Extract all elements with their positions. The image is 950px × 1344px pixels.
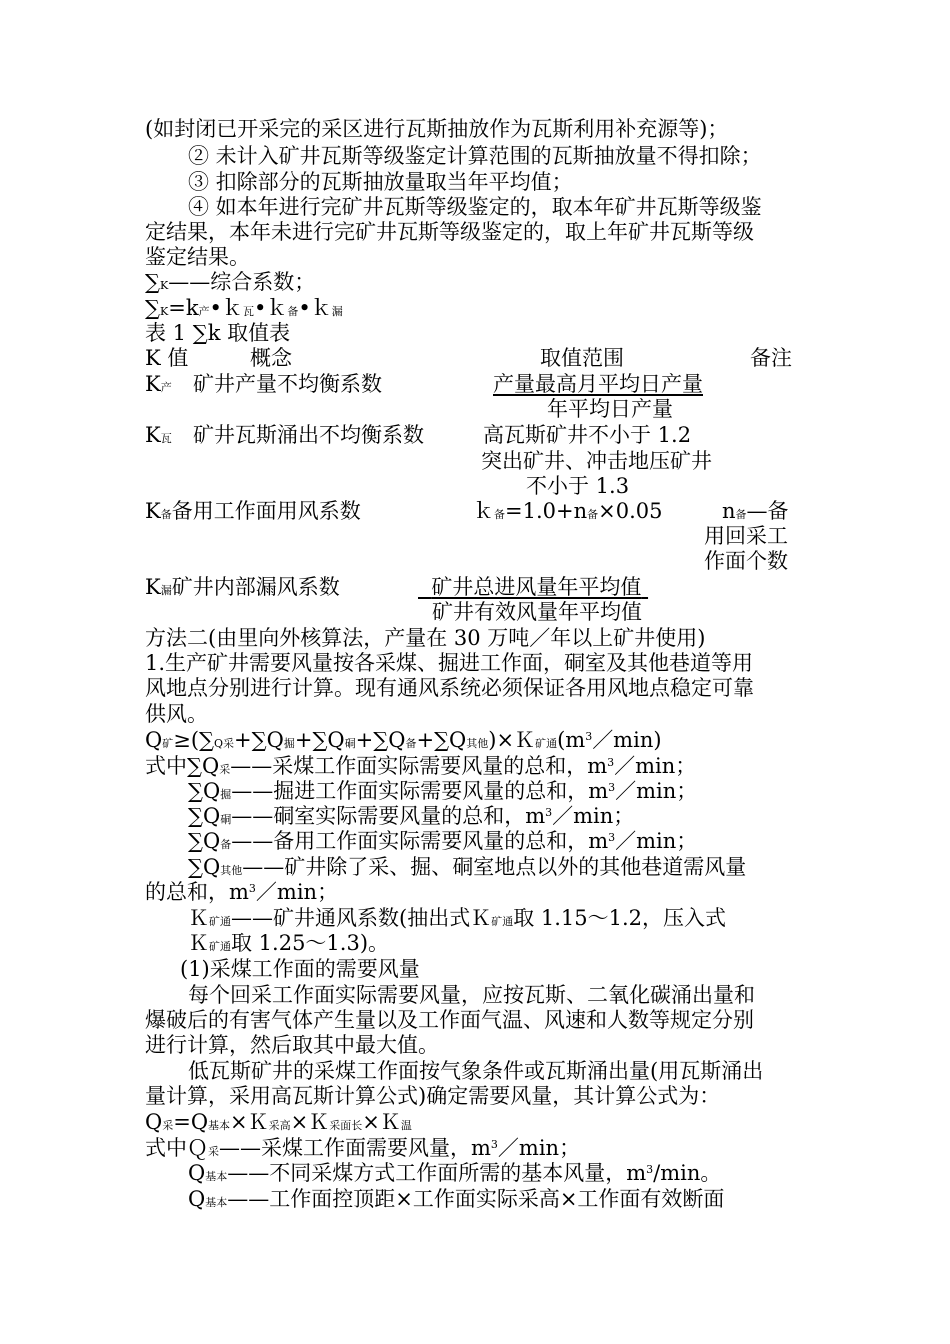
definition-line: 式中Ｑ采——采煤工作面需要风量，$m^3/\min$； [145, 1136, 581, 1160]
table-header-range: 取值范围 [540, 346, 624, 370]
table-row-range-numerator: 矿井总进风量年平均值 [431, 575, 642, 599]
definition-line: Ｋ矿通——矿井通风系数(抽出式Ｋ矿通取 1.15～1.2，压入式 [188, 906, 727, 930]
text-line: 供风。 [145, 702, 208, 726]
table-caption: 表 1 ∑k 取值表 [145, 321, 291, 345]
text-line: 进行计算，然后取其中最大值。 [145, 1033, 439, 1057]
table-row-range: 不小于 1.3 [526, 474, 630, 498]
definition-line: Q基本——不同采煤方式工作面所需的基本风量，$m^3/\min$。 [188, 1161, 722, 1185]
text-line: 1.生产矿井需要风量按各采煤、掘进工作面，硐室及其他巷道等用 [145, 651, 754, 675]
text-line: 量计算，采用高瓦斯计算公式)确定需要风量，其计算公式为： [145, 1084, 721, 1108]
table-row-concept: 矿井产量不均衡系数 [193, 372, 382, 396]
formula-q-face: Q采=Q基本×Ｋ采高×Ｋ采面长×Ｋ温 [145, 1110, 412, 1134]
definition-line: ∑Q备——备用工作面实际需要风量的总和，$m^3/\min$； [188, 829, 698, 853]
table-row-note: 作面个数 [704, 549, 788, 573]
table-row-concept: 矿井瓦斯涌出不均衡系数 [193, 423, 424, 447]
table-row-k: K产 [145, 372, 172, 396]
method-heading: 方法二(由里向外核算法，产量在 30 万吨／年以上矿井使用) [145, 626, 706, 650]
definition-line: ∑Q其他——矿井除了采、掘、硐室地点以外的其他巷道需风量 [188, 855, 747, 879]
table-header-note: 备注 [750, 346, 792, 370]
text-line: 定结果，本年未进行完矿井瓦斯等级鉴定的，取上年矿井瓦斯等级 [145, 220, 754, 244]
table-row-range: 高瓦斯矿井不小于 1.2 [483, 423, 692, 447]
text-line: ④ 如本年进行完矿井瓦斯等级鉴定的，取本年矿井瓦斯等级鉴 [188, 195, 762, 219]
text-line: 爆破后的有害气体产生量以及工作面气温、风速和人数等规定分别 [145, 1008, 754, 1032]
sigma-k-definition: ∑K——综合系数； [145, 270, 316, 294]
table-row-note: 用回采工 [704, 524, 788, 548]
table-row-range: 突出矿井、冲击地压矿井 [481, 449, 712, 473]
table-row-range-numerator: 产量最高月平均日产量 [493, 372, 703, 396]
text-line: (如封闭已开采完的采区进行瓦斯抽放作为瓦斯利用补充源等)； [145, 117, 729, 141]
table-header-kval: K 值 [145, 346, 189, 370]
table-row-k: K备备用工作面用风系数 [145, 499, 361, 523]
table-row-range-denominator: 矿井有效风量年平均值 [432, 600, 642, 624]
definition-line: ∑Q硐——硐室实际需要风量的总和，$m^3/\min$； [188, 804, 635, 828]
table-row-range: ｋ备=1.0+n备×0.05 [473, 499, 663, 523]
definition-line: 的总和，$m^3/\min$； [145, 880, 339, 904]
table-row-note: n备—备 [722, 499, 789, 523]
definition-line: ∑Q掘——掘进工作面实际需要风量的总和，$m^3/\min$； [188, 779, 698, 803]
formula-q-mine: Q矿≥(∑Q采+∑Q掘+∑Q硐+∑Q备+∑Q其他)×Ｋ矿通$(m^3/\min)$ [145, 728, 662, 752]
sigma-k-formula: ∑K=k产•ｋ瓦•ｋ备•ｋ漏 [145, 296, 343, 320]
definition-line: Ｋ矿通取 1.25～1.3)。 [188, 931, 390, 955]
text-line: ③ 扣除部分的瓦斯抽放量取当年平均值； [188, 170, 573, 194]
table-header-concept: 概念 [250, 346, 292, 370]
text-line: 鉴定结果。 [145, 245, 250, 269]
text-line: 风地点分别进行计算。现有通风系统必须保证各用风地点稳定可靠 [145, 676, 754, 700]
text-line: 低瓦斯矿井的采煤工作面按气象条件或瓦斯涌出量(用瓦斯涌出 [188, 1059, 764, 1083]
table-row-range-denominator: 年平均日产量 [547, 397, 673, 421]
section-heading: (1)采煤工作面的需要风量 [180, 957, 420, 981]
table-row-k: K漏矿井内部漏风系数 [145, 575, 340, 599]
definition-line: 式中∑Q采——采煤工作面实际需要风量的总和，$m^3/\min$； [145, 754, 697, 778]
text-line: ② 未计入矿井瓦斯等级鉴定计算范围的瓦斯抽放量不得扣除； [188, 144, 762, 168]
definition-line: Q基本——工作面控顶距×工作面实际采高×工作面有效断面 [188, 1187, 725, 1211]
table-row-k: K瓦 [145, 423, 172, 447]
text-line: 每个回采工作面实际需要风量，应按瓦斯、二氧化碳涌出量和 [188, 983, 755, 1007]
